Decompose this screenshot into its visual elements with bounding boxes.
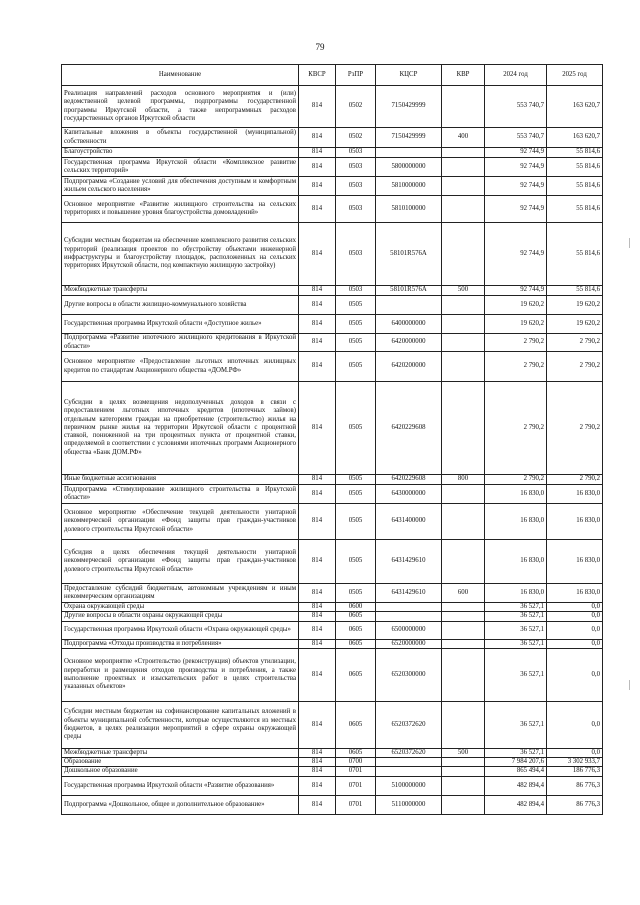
row-kvr: 500 <box>442 286 485 296</box>
row-name: Подпрограмма «Дошкольное, общее и дополнительное образование» <box>62 795 299 814</box>
row-ksr <box>376 603 442 612</box>
table-row <box>62 540 603 584</box>
row-amount-2024: 92 744,9 <box>485 286 547 296</box>
row-kvsr: 814 <box>299 177 336 196</box>
margin-mark <box>629 238 630 248</box>
row-name: Основное мероприятие «Обеспечение текущей деятельности унитарной некоммерческой организации «Фонд защиты прав граждан-участников долевого строительства Иркутской области» <box>62 504 299 540</box>
row-ksr <box>376 148 442 158</box>
row-kvr <box>442 504 485 540</box>
row-amount-2024: 2 790,2 <box>485 334 547 352</box>
row-name: Основное мероприятие «Строительство (реконструкция) объектов утилизации, переработки и размещения отходов производства и потребления, а также выполнение проектных и изыскательских работ в целях строительства указанных объектов» <box>62 648 299 701</box>
row-amount-2025: 16 830,0 <box>547 584 603 603</box>
row-kvsr: 814 <box>299 621 336 639</box>
row-kvr <box>442 485 485 504</box>
row-ksr: 6520300000 <box>376 648 442 701</box>
row-ksr: 6420229608 <box>376 475 442 485</box>
row-kvr: 500 <box>442 748 485 757</box>
row-ksr: 6430000000 <box>376 485 442 504</box>
row-ksr: 58101R576A <box>376 286 442 296</box>
header-name: Наименование <box>62 65 299 86</box>
table-row <box>62 795 603 814</box>
table-row <box>62 128 603 148</box>
row-amount-2025: 55 814,6 <box>547 177 603 196</box>
row-ksr: 6520000000 <box>376 639 442 648</box>
table-row <box>62 382 603 475</box>
row-kvr <box>442 648 485 701</box>
row-rzpr: 0701 <box>336 767 376 776</box>
row-amount-2025: 163 620,7 <box>547 128 603 148</box>
table-row <box>62 648 603 701</box>
row-amount-2025: 0,0 <box>547 621 603 639</box>
row-amount-2024: 19 620,2 <box>485 296 547 315</box>
row-amount-2025: 0,0 <box>547 701 603 748</box>
row-kvr <box>442 540 485 584</box>
row-ksr <box>376 296 442 315</box>
table-row <box>62 603 603 612</box>
row-amount-2024: 92 744,9 <box>485 158 547 177</box>
table-row <box>62 223 603 286</box>
row-amount-2024: 2 790,2 <box>485 382 547 475</box>
row-amount-2025: 16 830,0 <box>547 540 603 584</box>
row-amount-2024: 16 830,0 <box>485 504 547 540</box>
row-amount-2024: 92 744,9 <box>485 223 547 286</box>
row-kvr <box>442 639 485 648</box>
row-rzpr: 0503 <box>336 158 376 177</box>
row-ksr <box>376 758 442 767</box>
row-ksr: 6420000000 <box>376 334 442 352</box>
table-row <box>62 504 603 540</box>
row-ksr: 7150429999 <box>376 86 442 128</box>
row-name: Другие вопросы в области охраны окружающей среды <box>62 612 299 621</box>
row-kvsr: 814 <box>299 86 336 128</box>
row-kvsr: 814 <box>299 540 336 584</box>
row-amount-2025: 0,0 <box>547 612 603 621</box>
row-rzpr: 0505 <box>336 540 376 584</box>
row-amount-2024: 36 527,1 <box>485 701 547 748</box>
row-amount-2025: 0,0 <box>547 603 603 612</box>
row-rzpr: 0505 <box>336 296 376 315</box>
table-row <box>62 701 603 748</box>
row-rzpr: 0600 <box>336 603 376 612</box>
table-row <box>62 485 603 504</box>
row-kvsr: 814 <box>299 504 336 540</box>
row-rzpr: 0503 <box>336 286 376 296</box>
row-ksr: 5810000000 <box>376 177 442 196</box>
row-ksr: 5100000000 <box>376 776 442 795</box>
row-kvr <box>442 296 485 315</box>
table-row <box>62 315 603 334</box>
row-amount-2024: 92 744,9 <box>485 148 547 158</box>
row-ksr: 5810100000 <box>376 196 442 223</box>
row-kvsr: 814 <box>299 315 336 334</box>
table-row <box>62 296 603 315</box>
table-row <box>62 286 603 296</box>
row-name: Субсидии в целях возмещения недополученных доходов в связи с предоставлением льготных ипотечных кредитов (ипотечных займов) отдельным категориям граждан на приобретение (строительство) жилья на первичном рынке жилья на территории Иркутской области с процентной ставкой, пониженной на три процентных пункта от процентной ставки, определяемой в соответствии с условиями ипотечных программ Акционерного общества «Банк ДОМ.РФ» <box>62 382 299 475</box>
row-amount-2025: 2 790,2 <box>547 382 603 475</box>
row-amount-2024: 36 527,1 <box>485 621 547 639</box>
row-amount-2024: 36 527,1 <box>485 603 547 612</box>
table-row <box>62 158 603 177</box>
row-amount-2025: 55 814,6 <box>547 196 603 223</box>
row-amount-2025: 55 814,6 <box>547 223 603 286</box>
row-kvsr: 814 <box>299 223 336 286</box>
row-ksr: 6400000000 <box>376 315 442 334</box>
row-amount-2024: 865 494,4 <box>485 767 547 776</box>
row-kvr <box>442 158 485 177</box>
row-rzpr: 0605 <box>336 701 376 748</box>
row-kvr <box>442 621 485 639</box>
row-amount-2024: 2 790,2 <box>485 352 547 382</box>
row-rzpr: 0505 <box>336 485 376 504</box>
budget-table <box>61 64 603 815</box>
row-kvsr: 814 <box>299 158 336 177</box>
row-rzpr: 0505 <box>336 334 376 352</box>
row-name: Дошкольное образование <box>62 767 299 776</box>
row-rzpr: 0700 <box>336 758 376 767</box>
row-amount-2025: 2 790,2 <box>547 352 603 382</box>
row-kvsr: 814 <box>299 748 336 757</box>
row-ksr: 6431429610 <box>376 540 442 584</box>
row-rzpr: 0701 <box>336 795 376 814</box>
row-name: Межбюджетные трансферты <box>62 748 299 757</box>
row-name: Субсидии местным бюджетам на софинансирование капитальных вложений в объекты муниципальной собственности, которые осуществляются из местных бюджетов, в целях реализации мероприятий в сфере охраны окружающей среды <box>62 701 299 748</box>
row-kvr <box>442 352 485 382</box>
row-kvsr: 814 <box>299 639 336 648</box>
header-row <box>62 65 603 86</box>
table-row <box>62 621 603 639</box>
row-kvsr: 814 <box>299 648 336 701</box>
row-amount-2025: 2 790,2 <box>547 475 603 485</box>
row-kvsr: 814 <box>299 334 336 352</box>
row-kvr <box>442 177 485 196</box>
row-name: Другие вопросы в области жилищно-коммунального хозяйства <box>62 296 299 315</box>
row-amount-2024: 36 527,1 <box>485 648 547 701</box>
row-kvsr: 814 <box>299 382 336 475</box>
row-ksr: 5800000000 <box>376 158 442 177</box>
row-amount-2025: 55 814,6 <box>547 148 603 158</box>
row-amount-2025: 0,0 <box>547 639 603 648</box>
row-kvr <box>442 612 485 621</box>
row-kvsr: 814 <box>299 795 336 814</box>
row-amount-2025: 16 830,0 <box>547 504 603 540</box>
row-kvr <box>442 223 485 286</box>
row-ksr: 58101R576A <box>376 223 442 286</box>
row-name: Подпрограмма «Стимулирование жилищного строительства в Иркутской области» <box>62 485 299 504</box>
row-amount-2025: 55 814,6 <box>547 286 603 296</box>
row-name: Основное мероприятие «Предоставление льготных ипотечных жилищных кредитов по стандартам Акционерного общества «ДОМ.РФ» <box>62 352 299 382</box>
row-rzpr: 0605 <box>336 748 376 757</box>
header-kvsr: КВСР <box>299 65 336 86</box>
row-kvr <box>442 795 485 814</box>
header-kvr: КВР <box>442 65 485 86</box>
row-ksr: 5110000000 <box>376 795 442 814</box>
row-kvsr: 814 <box>299 612 336 621</box>
row-rzpr: 0502 <box>336 128 376 148</box>
row-name: Субсидия в целях обеспечения текущей деятельности унитарной некоммерческой организации «Фонд защиты прав граждан-участников долевого строительства Иркутской области» <box>62 540 299 584</box>
row-amount-2024: 2 790,2 <box>485 475 547 485</box>
row-ksr <box>376 612 442 621</box>
row-name: Основное мероприятие «Развитие жилищного строительства на сельских территориях и повышение уровня благоустройства домовладений» <box>62 196 299 223</box>
row-kvsr: 814 <box>299 286 336 296</box>
row-name: Подпрограмма «Развитие ипотечного жилищного кредитования в Иркутской области» <box>62 334 299 352</box>
row-amount-2024: 16 830,0 <box>485 540 547 584</box>
row-kvsr: 814 <box>299 296 336 315</box>
table-row <box>62 352 603 382</box>
table-row <box>62 767 603 776</box>
row-amount-2024: 553 740,7 <box>485 86 547 128</box>
table-row <box>62 612 603 621</box>
row-amount-2024: 482 894,4 <box>485 776 547 795</box>
row-kvsr: 814 <box>299 776 336 795</box>
row-name: Государственная программа Иркутской области «Развитие образования» <box>62 776 299 795</box>
row-kvsr: 814 <box>299 758 336 767</box>
row-ksr: 6520372620 <box>376 701 442 748</box>
row-amount-2025: 19 620,2 <box>547 315 603 334</box>
row-kvr <box>442 701 485 748</box>
row-name: Охрана окружающей среды <box>62 603 299 612</box>
row-amount-2024: 553 740,7 <box>485 128 547 148</box>
row-amount-2025: 86 776,3 <box>547 776 603 795</box>
row-rzpr: 0605 <box>336 621 376 639</box>
header-ksr: КЦСР <box>376 65 442 86</box>
row-amount-2024: 16 830,0 <box>485 485 547 504</box>
row-rzpr: 0503 <box>336 223 376 286</box>
row-amount-2024: 36 527,1 <box>485 748 547 757</box>
row-name: Межбюджетные трансферты <box>62 286 299 296</box>
row-rzpr: 0605 <box>336 648 376 701</box>
row-kvsr: 814 <box>299 603 336 612</box>
table-row <box>62 758 603 767</box>
row-name: Образование <box>62 758 299 767</box>
row-kvsr: 814 <box>299 701 336 748</box>
row-amount-2025: 2 790,2 <box>547 334 603 352</box>
row-name: Подпрограмма «Отходы производства и потребления» <box>62 639 299 648</box>
row-kvr <box>442 603 485 612</box>
row-rzpr: 0701 <box>336 776 376 795</box>
row-amount-2024: 36 527,1 <box>485 639 547 648</box>
row-amount-2025: 0,0 <box>547 648 603 701</box>
table-row <box>62 776 603 795</box>
row-name: Субсидии местным бюджетам на обеспечение комплексного развития сельских территорий (реализация проектов по обустройству объектами инженерной инфраструктуры и благоустройству площадок, расположенных на сельских территориях Иркутской области, под компактную жилищную застройку) <box>62 223 299 286</box>
row-rzpr: 0505 <box>336 584 376 603</box>
header-2025: 2025 год <box>547 65 603 86</box>
row-ksr: 6500000000 <box>376 621 442 639</box>
row-amount-2024: 36 527,1 <box>485 612 547 621</box>
row-amount-2024: 16 830,0 <box>485 584 547 603</box>
row-kvsr: 814 <box>299 767 336 776</box>
row-kvr <box>442 334 485 352</box>
row-kvr: 800 <box>442 475 485 485</box>
table-row <box>62 196 603 223</box>
row-kvsr: 814 <box>299 148 336 158</box>
row-amount-2025: 3 302 933,7 <box>547 758 603 767</box>
row-rzpr: 0503 <box>336 196 376 223</box>
row-kvsr: 814 <box>299 128 336 148</box>
row-rzpr: 0505 <box>336 315 376 334</box>
row-amount-2025: 163 620,7 <box>547 86 603 128</box>
row-kvr <box>442 767 485 776</box>
row-rzpr: 0505 <box>336 475 376 485</box>
row-amount-2025: 55 814,6 <box>547 158 603 177</box>
row-kvr <box>442 148 485 158</box>
page-number: 79 <box>315 42 325 52</box>
row-ksr: 7150429999 <box>376 128 442 148</box>
row-name: Государственная программа Иркутской области «Комплексное развитие сельских территорий» <box>62 158 299 177</box>
row-amount-2024: 7 984 207,6 <box>485 758 547 767</box>
header-2024: 2024 год <box>485 65 547 86</box>
row-name: Государственная программа Иркутской области «Охрана окружающей среды» <box>62 621 299 639</box>
table-row <box>62 748 603 757</box>
row-rzpr: 0605 <box>336 639 376 648</box>
header-rzpr: РзПР <box>336 65 376 86</box>
row-kvsr: 814 <box>299 196 336 223</box>
row-amount-2024: 92 744,9 <box>485 196 547 223</box>
row-rzpr: 0505 <box>336 352 376 382</box>
table-row <box>62 86 603 128</box>
row-rzpr: 0502 <box>336 86 376 128</box>
row-kvr <box>442 86 485 128</box>
row-kvsr: 814 <box>299 352 336 382</box>
row-name: Благоустройство <box>62 148 299 158</box>
row-amount-2025: 16 830,0 <box>547 485 603 504</box>
row-amount-2024: 19 620,2 <box>485 315 547 334</box>
row-name: Подпрограмма «Создание условий для обеспечения доступным и комфортным жильем сельского населения» <box>62 177 299 196</box>
row-ksr: 6420229608 <box>376 382 442 475</box>
row-name: Предоставление субсидий бюджетным, автономным учреждениям и иным некоммерческим организациям <box>62 584 299 603</box>
row-amount-2025: 86 776,3 <box>547 795 603 814</box>
row-kvr <box>442 315 485 334</box>
row-rzpr: 0503 <box>336 148 376 158</box>
table-row <box>62 148 603 158</box>
row-kvr <box>442 776 485 795</box>
row-name: Капитальные вложения в объекты государственной (муниципальной) собственности <box>62 128 299 148</box>
table-row <box>62 639 603 648</box>
table-row <box>62 475 603 485</box>
table-row <box>62 584 603 603</box>
table-row <box>62 177 603 196</box>
row-ksr: 6520372620 <box>376 748 442 757</box>
table-row <box>62 334 603 352</box>
row-name: Государственная программа Иркутской области «Доступное жилье» <box>62 315 299 334</box>
row-kvr <box>442 382 485 475</box>
row-amount-2024: 92 744,9 <box>485 177 547 196</box>
row-rzpr: 0605 <box>336 612 376 621</box>
row-kvsr: 814 <box>299 475 336 485</box>
row-ksr: 6420200000 <box>376 352 442 382</box>
row-ksr <box>376 767 442 776</box>
row-rzpr: 0505 <box>336 504 376 540</box>
row-name: Реализация направлений расходов основного мероприятия и (или) ведомственной целевой программы, подпрограммы государственной программы Иркутской области, а также непрограммных расходов государственных органов Иркутской области <box>62 86 299 128</box>
row-rzpr: 0505 <box>336 382 376 475</box>
row-kvr: 400 <box>442 128 485 148</box>
row-kvr <box>442 196 485 223</box>
row-rzpr: 0503 <box>336 177 376 196</box>
row-kvr: 600 <box>442 584 485 603</box>
row-amount-2025: 0,0 <box>547 748 603 757</box>
row-kvr <box>442 758 485 767</box>
row-amount-2024: 482 894,4 <box>485 795 547 814</box>
row-amount-2025: 186 776,3 <box>547 767 603 776</box>
row-kvsr: 814 <box>299 584 336 603</box>
row-ksr: 6431429610 <box>376 584 442 603</box>
row-ksr: 6431400000 <box>376 504 442 540</box>
row-name: Иные бюджетные ассигнования <box>62 475 299 485</box>
row-kvsr: 814 <box>299 485 336 504</box>
row-amount-2025: 19 620,2 <box>547 296 603 315</box>
margin-mark <box>629 680 630 690</box>
